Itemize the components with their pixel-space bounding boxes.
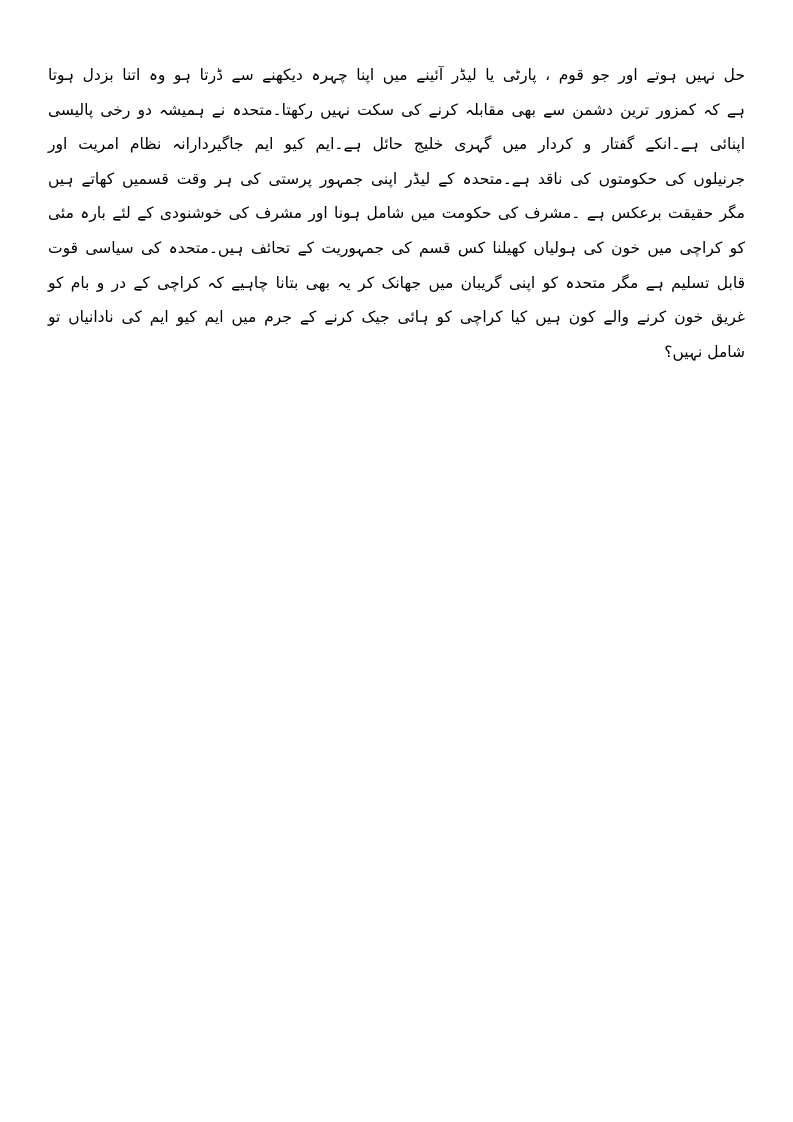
paragraph-line: قابل تسلیم ہے مگر متحدہ کو اپنی گریبان میں جھانک کر یہ بھی بتانا چاہیے کہ کراچی کے در و بام کو (48, 273, 745, 292)
paragraph-line: ہے کہ کمزور ترین دشمن سے بھی مقابلہ کرنے کی سکت نہیں رکھتا۔متحدہ نے ہمیشہ دو رخی پالیسی (48, 100, 745, 119)
paragraph-line: جرنیلوں کی حکومتوں کی ناقد ہے۔متحدہ کے لیڈر اپنی جمہور پرستی کی ہر وقت قسمیں کھاتے ہیں (48, 169, 745, 188)
paragraph-line: غریق خون کرنے والے کون ہیں کیا کراچی کو ہائی جیک کرنے کے جرم میں ایم کیو ایم کی نادانیاں تو (48, 308, 745, 327)
paragraph-line: شامل نہیں؟ (664, 342, 745, 361)
paragraph-line: مگر حقیقت برعکس ہے ۔مشرف کی حکومت میں شامل ہونا اور مشرف کی خوشنودی کے لئے بارہ مئی (48, 204, 745, 223)
urdu-paragraph (48, 58, 745, 369)
paragraph-line: حل نہیں ہوتے اور جو قوم ، پارٹی یا لیڈر آئینے میں اپنا چہرہ دیکھنے سے ڈرتا ہو وہ اتنا بزدل ہوتا (48, 66, 745, 84)
paragraph-line: اپنائی ہے۔انکے گفتار و کردار میں گہری خلیج حائل ہے۔ایم کیو ایم جاگیردارانہ نظام امریت اور (48, 135, 745, 154)
paragraph-line: کو کراچی میں خون کی ہولیاں کھیلنا کس قسم کی جمہوریت کے تحائف ہیں۔متحدہ کی سیاسی قوت (48, 238, 745, 257)
